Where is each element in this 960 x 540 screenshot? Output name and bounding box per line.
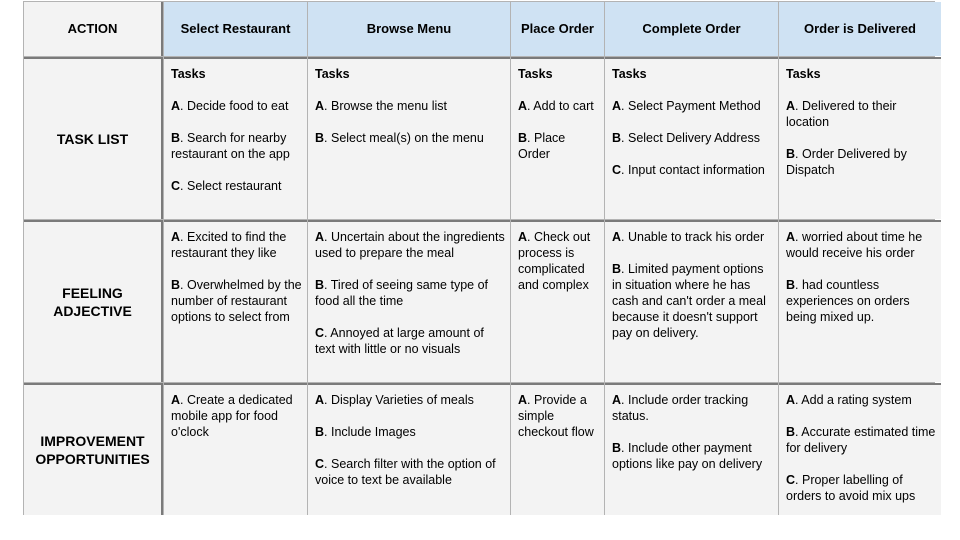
list-item xyxy=(315,277,506,309)
item-text: . Place Order xyxy=(518,131,566,161)
header-place-order xyxy=(511,2,604,56)
item-letter: A xyxy=(786,230,796,244)
list-item xyxy=(786,98,937,130)
item-text: . Select Payment Method xyxy=(621,99,761,113)
tasks-select-restaurant xyxy=(164,57,307,219)
header-complete-order-label: Complete Order xyxy=(642,21,741,36)
list-item xyxy=(518,130,600,162)
item-text: . Proper labelling of orders to avoid mix ups xyxy=(786,473,916,503)
list-item xyxy=(315,98,506,114)
header-action xyxy=(24,2,163,56)
item-letter: B xyxy=(786,147,796,161)
item-letter: B xyxy=(612,262,622,276)
item-letter: B xyxy=(171,278,181,292)
tasks-place-order xyxy=(511,57,604,219)
list-item xyxy=(171,130,303,162)
item-letter: A xyxy=(315,99,325,113)
list-item xyxy=(612,98,774,114)
list-item xyxy=(612,229,774,245)
item-text: . Add a rating system xyxy=(795,393,912,407)
item-letter: A xyxy=(518,99,528,113)
item-letter: A xyxy=(518,230,528,244)
header-order-delivered xyxy=(779,2,941,56)
tasks-heading: Tasks xyxy=(171,67,206,81)
row-label-feeling-adjective xyxy=(24,220,163,382)
header-select-restaurant xyxy=(164,2,307,56)
item-letter: C xyxy=(786,473,796,487)
list-item xyxy=(518,98,600,114)
item-text: . Search for nearby restaurant on the app xyxy=(171,131,290,161)
item-letter: B xyxy=(612,131,622,145)
item-text: . Order Delivered by Dispatch xyxy=(786,147,907,177)
item-letter: C xyxy=(315,457,325,471)
item-letter: A xyxy=(171,393,181,407)
item-letter: C xyxy=(171,179,181,193)
list-item xyxy=(612,261,774,341)
row-label-improvement-opportunities xyxy=(24,383,163,515)
item-text: . Select Delivery Address xyxy=(621,131,760,145)
item-letter: B xyxy=(612,441,622,455)
list-item xyxy=(786,146,937,178)
improvements-select-restaurant xyxy=(164,383,307,515)
item-text: . Search filter with the option of voice to text be available xyxy=(315,457,496,487)
item-letter: B xyxy=(315,131,325,145)
item-text: . Overwhelmed by the number of restaurant options to select from xyxy=(171,278,302,324)
item-letter: A xyxy=(786,99,796,113)
item-text: . Select restaurant xyxy=(180,179,282,193)
list-item xyxy=(786,424,937,456)
tasks-heading: Tasks xyxy=(612,67,647,81)
item-text: . Create a dedicated mobile app for food o'clock xyxy=(171,393,293,439)
tasks-browse-menu xyxy=(308,57,510,219)
list-item xyxy=(315,424,506,440)
item-letter: A xyxy=(315,230,325,244)
item-text: . Select meal(s) on the menu xyxy=(324,131,484,145)
item-letter: A xyxy=(612,99,622,113)
list-item xyxy=(171,277,303,325)
list-item xyxy=(612,130,774,146)
item-letter: A xyxy=(612,230,622,244)
item-letter: B xyxy=(518,131,528,145)
list-item xyxy=(171,98,303,114)
item-text: . Limited payment options in situation where he has cash and can't order a meal because it doesn't support pay on delivery. xyxy=(612,262,766,340)
list-item xyxy=(786,472,937,504)
item-text: . Provide a simple checkout flow xyxy=(518,393,594,439)
item-text: . Include order tracking status. xyxy=(612,393,749,423)
improvements-browse-menu xyxy=(308,383,510,515)
tasks-heading: Tasks xyxy=(518,67,553,81)
header-place-order-label: Place Order xyxy=(521,21,594,36)
improvements-place-order xyxy=(511,383,604,515)
item-text: . Excited to find the restaurant they like xyxy=(171,230,287,260)
item-text: . Uncertain about the ingredients used to prepare the meal xyxy=(315,230,505,260)
item-letter: A xyxy=(518,393,528,407)
header-select-restaurant-label: Select Restaurant xyxy=(180,21,291,36)
item-text: . Include Images xyxy=(324,425,416,439)
feelings-complete-order xyxy=(605,220,778,382)
list-item xyxy=(612,440,774,472)
item-letter: B xyxy=(315,278,325,292)
item-text: . worried about time he would receive his order xyxy=(786,230,923,260)
journey-map-table xyxy=(23,1,935,515)
row-label-feeling-adjective-text: FEELING ADJECTIVE xyxy=(53,285,132,319)
header-complete-order xyxy=(605,2,778,56)
item-text: . Annoyed at large amount of text with little or no visuals xyxy=(315,326,484,356)
list-item xyxy=(315,456,506,488)
tasks-complete-order xyxy=(605,57,778,219)
header-browse-menu-label: Browse Menu xyxy=(366,21,452,36)
item-letter: B xyxy=(171,131,181,145)
header-action-label: ACTION xyxy=(67,21,118,36)
tasks-heading: Tasks xyxy=(315,67,350,81)
item-letter: A xyxy=(612,393,622,407)
row-label-improvement-opportunities-text: IMPROVEMENT OPPORTUNITIES xyxy=(35,433,150,467)
item-letter: B xyxy=(786,425,796,439)
list-item xyxy=(612,392,774,424)
list-item xyxy=(171,392,303,440)
list-item xyxy=(315,130,506,146)
item-text: . Unable to track his order xyxy=(621,230,765,244)
item-text: . Check out process is complicated and complex xyxy=(518,230,591,292)
tasks-heading: Tasks xyxy=(786,67,821,81)
item-letter: A xyxy=(171,99,181,113)
list-item xyxy=(315,325,506,357)
list-item xyxy=(518,229,600,293)
list-item xyxy=(786,229,937,261)
list-item xyxy=(786,277,937,325)
item-letter: B xyxy=(315,425,325,439)
improvements-order-delivered xyxy=(779,383,941,515)
improvements-complete-order xyxy=(605,383,778,515)
feelings-browse-menu xyxy=(308,220,510,382)
feelings-place-order xyxy=(511,220,604,382)
list-item xyxy=(518,392,600,440)
list-item xyxy=(786,392,937,408)
tasks-order-delivered xyxy=(779,57,941,219)
row-label-task-list xyxy=(24,57,163,219)
item-text: . Add to cart xyxy=(527,99,594,113)
item-text: . Display Varieties of meals xyxy=(324,393,474,407)
list-item xyxy=(171,229,303,261)
feelings-select-restaurant xyxy=(164,220,307,382)
item-text: . Browse the menu list xyxy=(324,99,447,113)
item-text: . Tired of seeing same type of food all the time xyxy=(315,278,489,308)
item-text: . Input contact information xyxy=(621,163,765,177)
feelings-order-delivered xyxy=(779,220,941,382)
header-order-delivered-label: Order is Delivered xyxy=(804,21,916,36)
list-item xyxy=(315,392,506,408)
row-label-task-list-text: TASK LIST xyxy=(56,131,129,147)
item-text: . Delivered to their location xyxy=(786,99,897,129)
item-letter: A xyxy=(786,393,796,407)
item-letter: B xyxy=(786,278,796,292)
item-letter: A xyxy=(315,393,325,407)
item-text: . Accurate estimated time for delivery xyxy=(786,425,936,455)
list-item xyxy=(171,178,303,194)
header-browse-menu xyxy=(308,2,510,56)
list-item xyxy=(612,162,774,178)
item-text: . had countless experiences on orders being mixed up. xyxy=(786,278,910,324)
list-item xyxy=(315,229,506,261)
item-text: . Include other payment options like pay on delivery xyxy=(612,441,763,471)
item-text: . Decide food to eat xyxy=(180,99,289,113)
item-letter: C xyxy=(315,326,325,340)
item-letter: C xyxy=(612,163,622,177)
item-letter: A xyxy=(171,230,181,244)
